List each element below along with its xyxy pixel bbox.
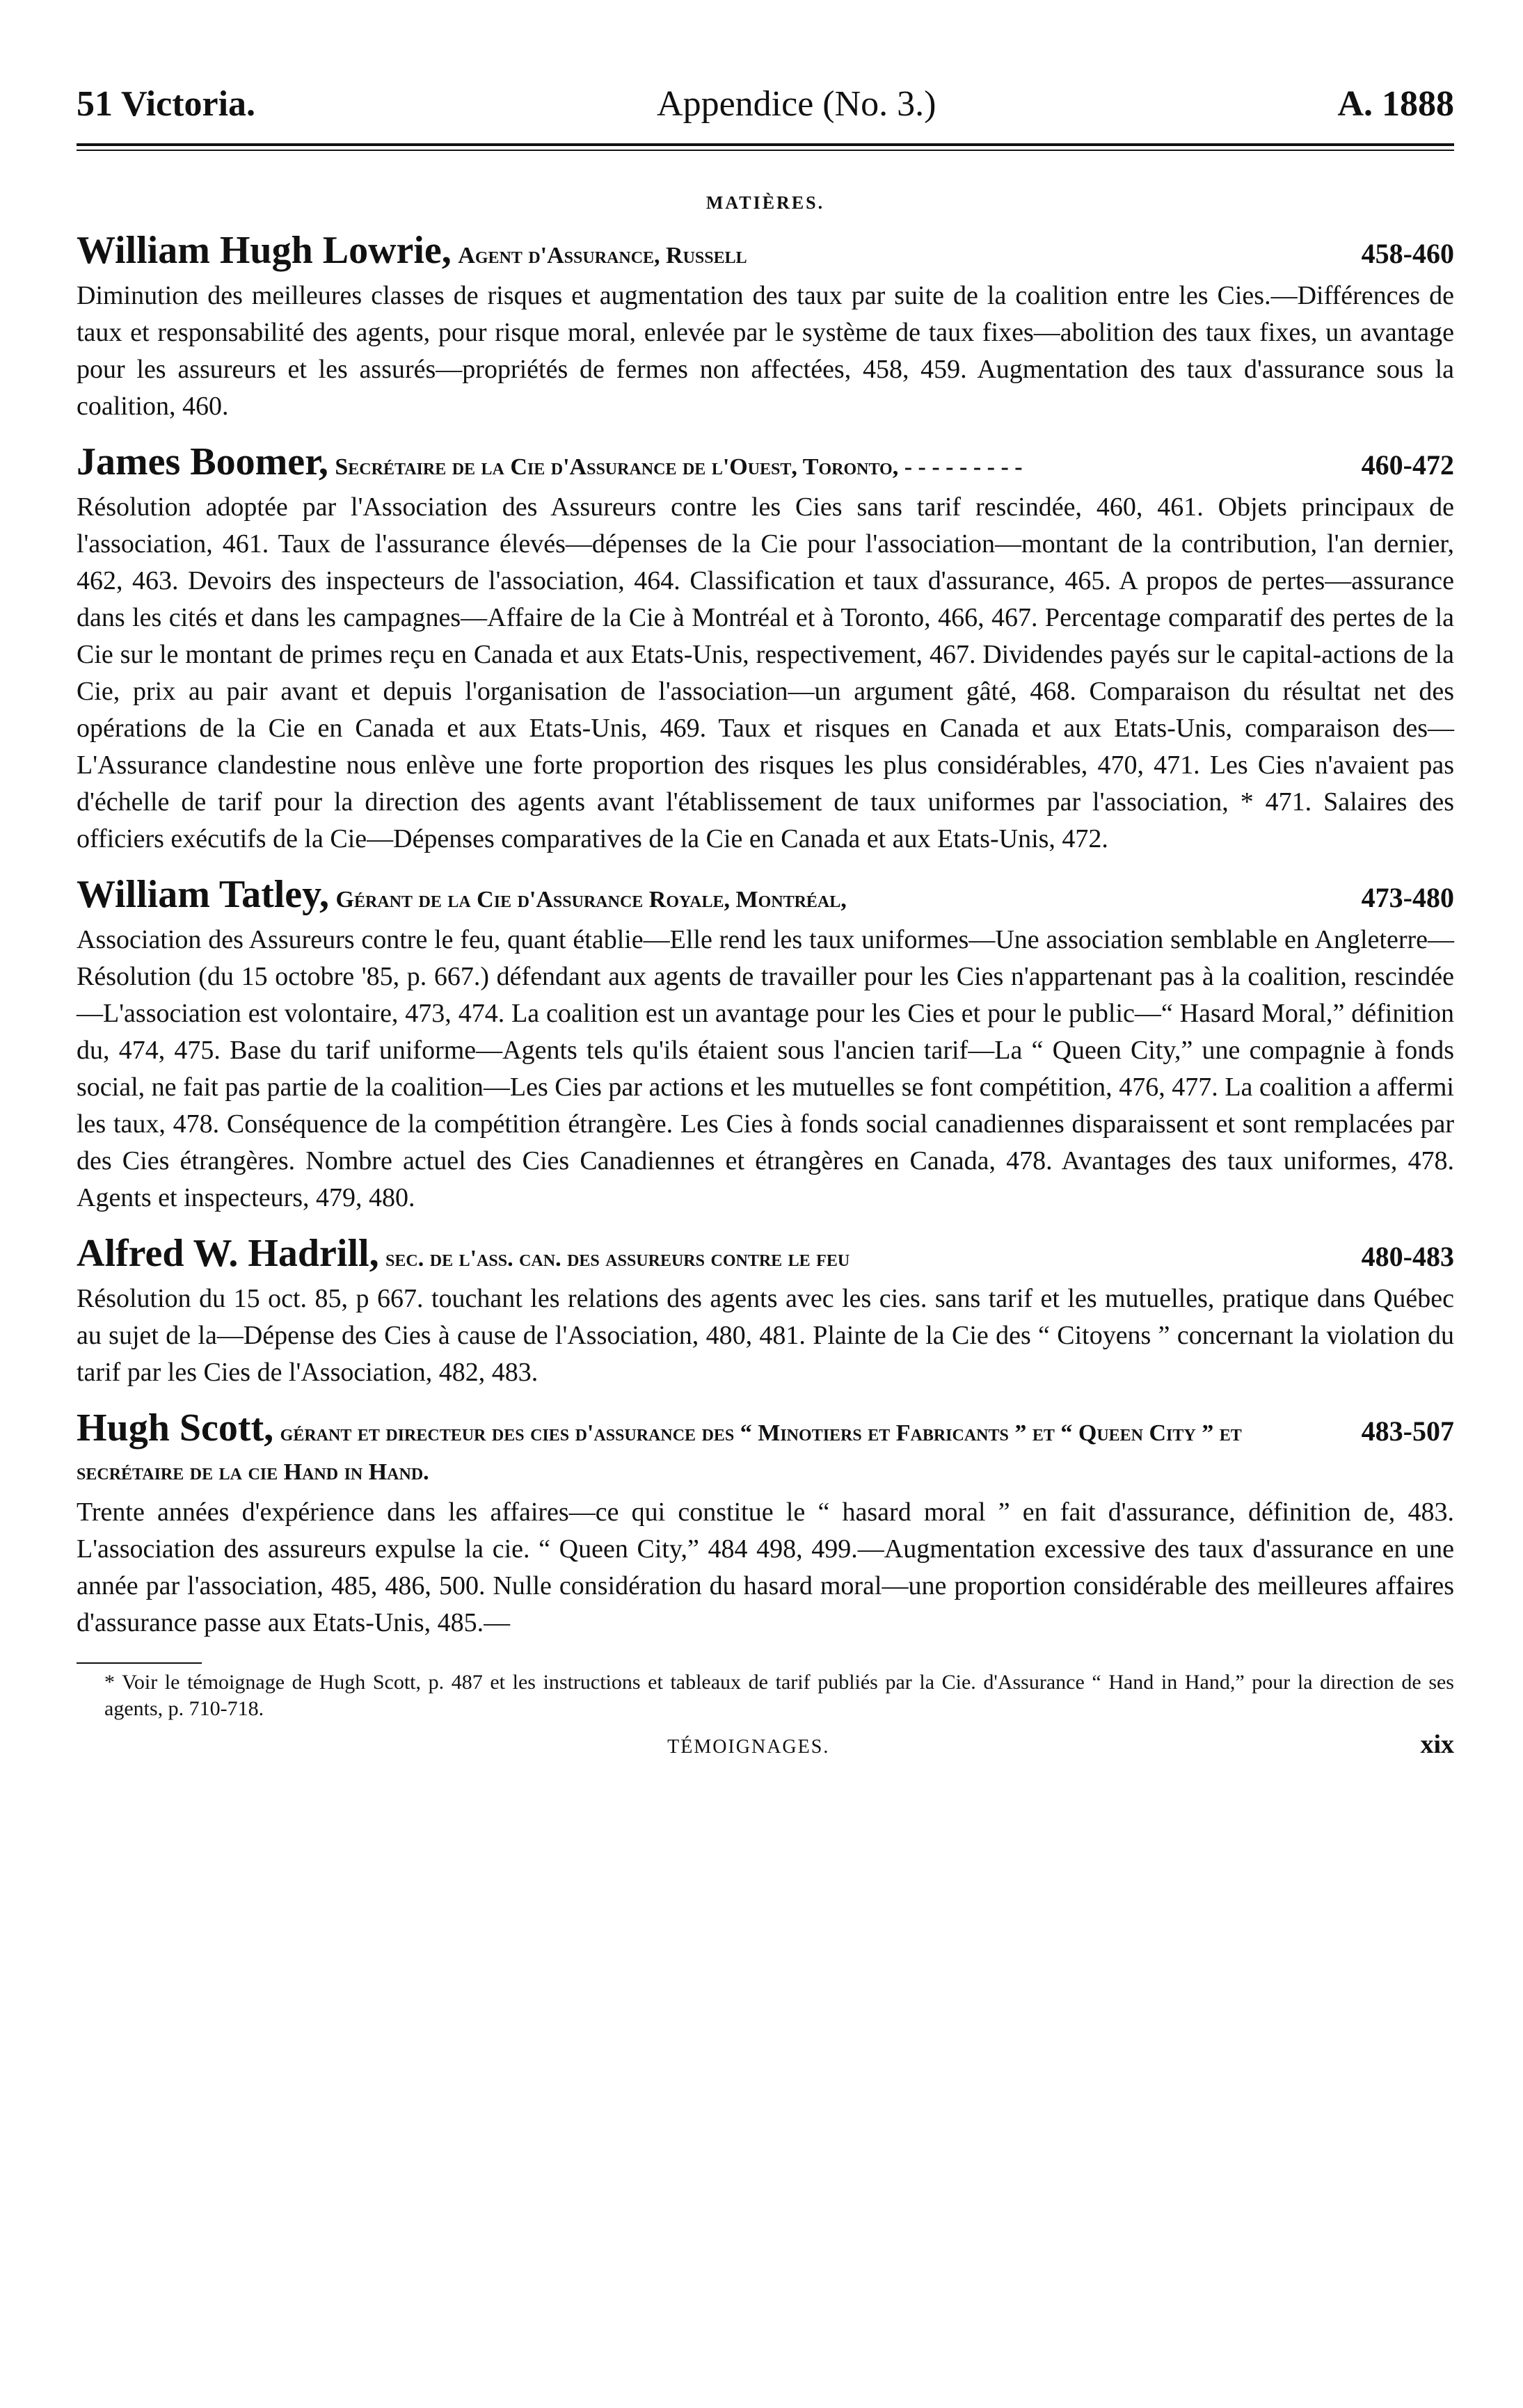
entry-summary: Trente années d'expérience dans les affaires—ce qui constitue le “ hasard moral ” en fait d'assurance, définition de, 483. L'association des assureurs expulse la cie. “ Queen City,” 484 498, 499.—Augmentation excessive des taux d'assurance en une année par l'association, 485, 486, 500. Nulle considération du hasard moral—une proportion considérable des meilleures affaires d'assurance passe aux Etats-Unis, 485.— [77, 1498, 1454, 1637]
page-range: 460-472 [1361, 449, 1454, 481]
page-range: 480-483 [1361, 1241, 1454, 1272]
header-volume: A. 1888 [1337, 84, 1454, 124]
witness-name: James Boomer, [77, 440, 328, 483]
index-entry [77, 873, 1454, 1217]
catchword: TÉMOIGNAGES. [667, 1736, 830, 1758]
page-range: 473-480 [1361, 882, 1454, 913]
header-appendix: Appendice (No. 3.) [657, 84, 936, 124]
entry-summary: Résolution du 15 oct. 85, p 667. touchant les relations des agents avec les cies. sans tarif et les mutuelles, pratique dans Québec au sujet de la—Dépense des Cies à cause de l'Association, 480, 481. Plainte de la Cie des “ Citoyens ” concernant la violation du tarif par les Cies de l'Association, 482, 483. [77, 1284, 1454, 1387]
page-range: 458-460 [1361, 238, 1454, 269]
entry-heading [77, 1232, 1454, 1278]
footnote-rule [77, 1662, 202, 1664]
witness-role: Agent d'Assurance, Russell [458, 243, 747, 268]
entry-summary: Association des Assureurs contre le feu, quant établie—Elle rend les taux uniformes—Une association semblable en Angleterre—Résolution (du 15 octobre '85, p. 667.) défendant aux agents de travailler pour les Cies n'appartenant pas à la coalition, rescindée—L'association est volontaire, 473, 474. La coalition est un avantage pour les Cies et pour le public—“ Hasard Moral,” définition du, 474, 475. Base du tarif uniforme—Agents tels qu'ils étaient sous l'ancien tarif—La “ Queen City,” une compagnie à fonds social, ne fait pas partie de la coalition—Les Cies par actions et les mutuelles se font compétition, 476, 477. La coalition a affermi les taux, 478. Conséquence de la compétition étrangère. Les Cies à fonds social canadiennes disparaissent et sont remplacées par des Cies étrangères. Nombre actuel des Cies Canadiennes et étrangères en Canada, 478. Avantages des taux uniformes, 478. Agents et inspecteurs, 479, 480. [77, 925, 1454, 1212]
section-title: MATIÈRES. [705, 193, 825, 213]
witness-name: William Hugh Lowrie, [77, 229, 452, 272]
witness-name: William Tatley, [77, 873, 330, 916]
header-rule-thin [77, 150, 1454, 151]
witness-role: Secrétaire de la Cie d'Assurance de l'Ouest, Toronto, - - - - - - - - - [335, 454, 1023, 480]
index-entry [77, 1232, 1454, 1391]
page-number: xix [1420, 1730, 1454, 1759]
entry-summary: Diminution des meilleures classes de risques et augmentation des taux par suite de la coalition entre les Cies.—Différences de taux et responsabilité des agents, pour risque moral, enlevée par le système de taux fixes—abolition des taux fixes, un avantage pour les assureurs et les assurés—propriétés de fermes non affectées, 458, 459. Augmentation des taux d'assurance sous la coalition, 460. [77, 281, 1454, 421]
witness-role: Gérant de la Cie d'Assurance Royale, Montréal, [335, 887, 847, 913]
running-header [77, 83, 1454, 125]
entry-heading [77, 873, 1454, 919]
document-page [77, 83, 1454, 1760]
witness-role: sec. de l'ass. can. des assureurs contre le feu [385, 1246, 850, 1271]
witness-name: Hugh Scott, [77, 1406, 274, 1450]
index-entry [77, 229, 1454, 425]
page-footer [77, 1729, 1454, 1760]
witness-name: Alfred W. Hadrill, [77, 1232, 379, 1275]
entry-summary: Résolution adoptée par l'Association des Assureurs contre les Cies sans tarif rescindée, 460, 461. Objets principaux de l'association, 461. Taux de l'assurance élevés—dépenses de la Cie pour l'association—montant de la contribution, l'an dernier, 462, 463. Devoirs des inspecteurs de l'association, 464. Classification et taux d'assurance, 465. A propos de pertes—assurance dans les cités et dans les campagnes—Affaire de la Cie à Montréal et à Toronto, 466, 467. Percentage comparatif des pertes de la Cie sur le montant de primes reçu en Canada et aux Etats-Unis, respectivement, 467. Dividendes payés sur le capital-actions de la Cie, prix au pair avant et depuis l'organisation de l'association—un argument gâté, 468. Comparaison du résultat net des opérations de la Cie en Canada et aux Etats-Unis, 469. Taux et risques en Canada et aux Etats-Unis, comparaison des—L'Assurance clandestine nous enlève une forte proportion des risques les plus considérables, 470, 471. Les Cies n'avaient pas d'échelle de tarif pour la direction des agents avant l'établissement de taux uniformes par l'association, * 471. Salaires des officiers exécutifs de la Cie—Dépenses comparatives de la Cie en Canada et aux Etats-Unis, 472. [77, 492, 1454, 853]
header-session: 51 Victoria. [77, 84, 256, 124]
index-entry [77, 440, 1454, 858]
entry-heading [77, 229, 1454, 275]
header-rule-thick [77, 143, 1454, 146]
footnote: * Voir le témoignage de Hugh Scott, p. 487 et les instructions et tableaux de tarif publiés par la Cie. d'Assurance “ Hand in Hand,” pour la direction de ses agents, p. 710-718. [104, 1671, 1454, 1720]
entry-heading [77, 1406, 1454, 1491]
index-entry [77, 1406, 1454, 1642]
witness-role: gérant et directeur des cies d'assurance des “ Minotiers et Fabricants ” et “ Queen City ” et secrétaire de la cie Hand in Hand. [77, 1420, 1242, 1485]
entry-heading [77, 440, 1454, 486]
page-range: 483-507 [1361, 1415, 1454, 1447]
